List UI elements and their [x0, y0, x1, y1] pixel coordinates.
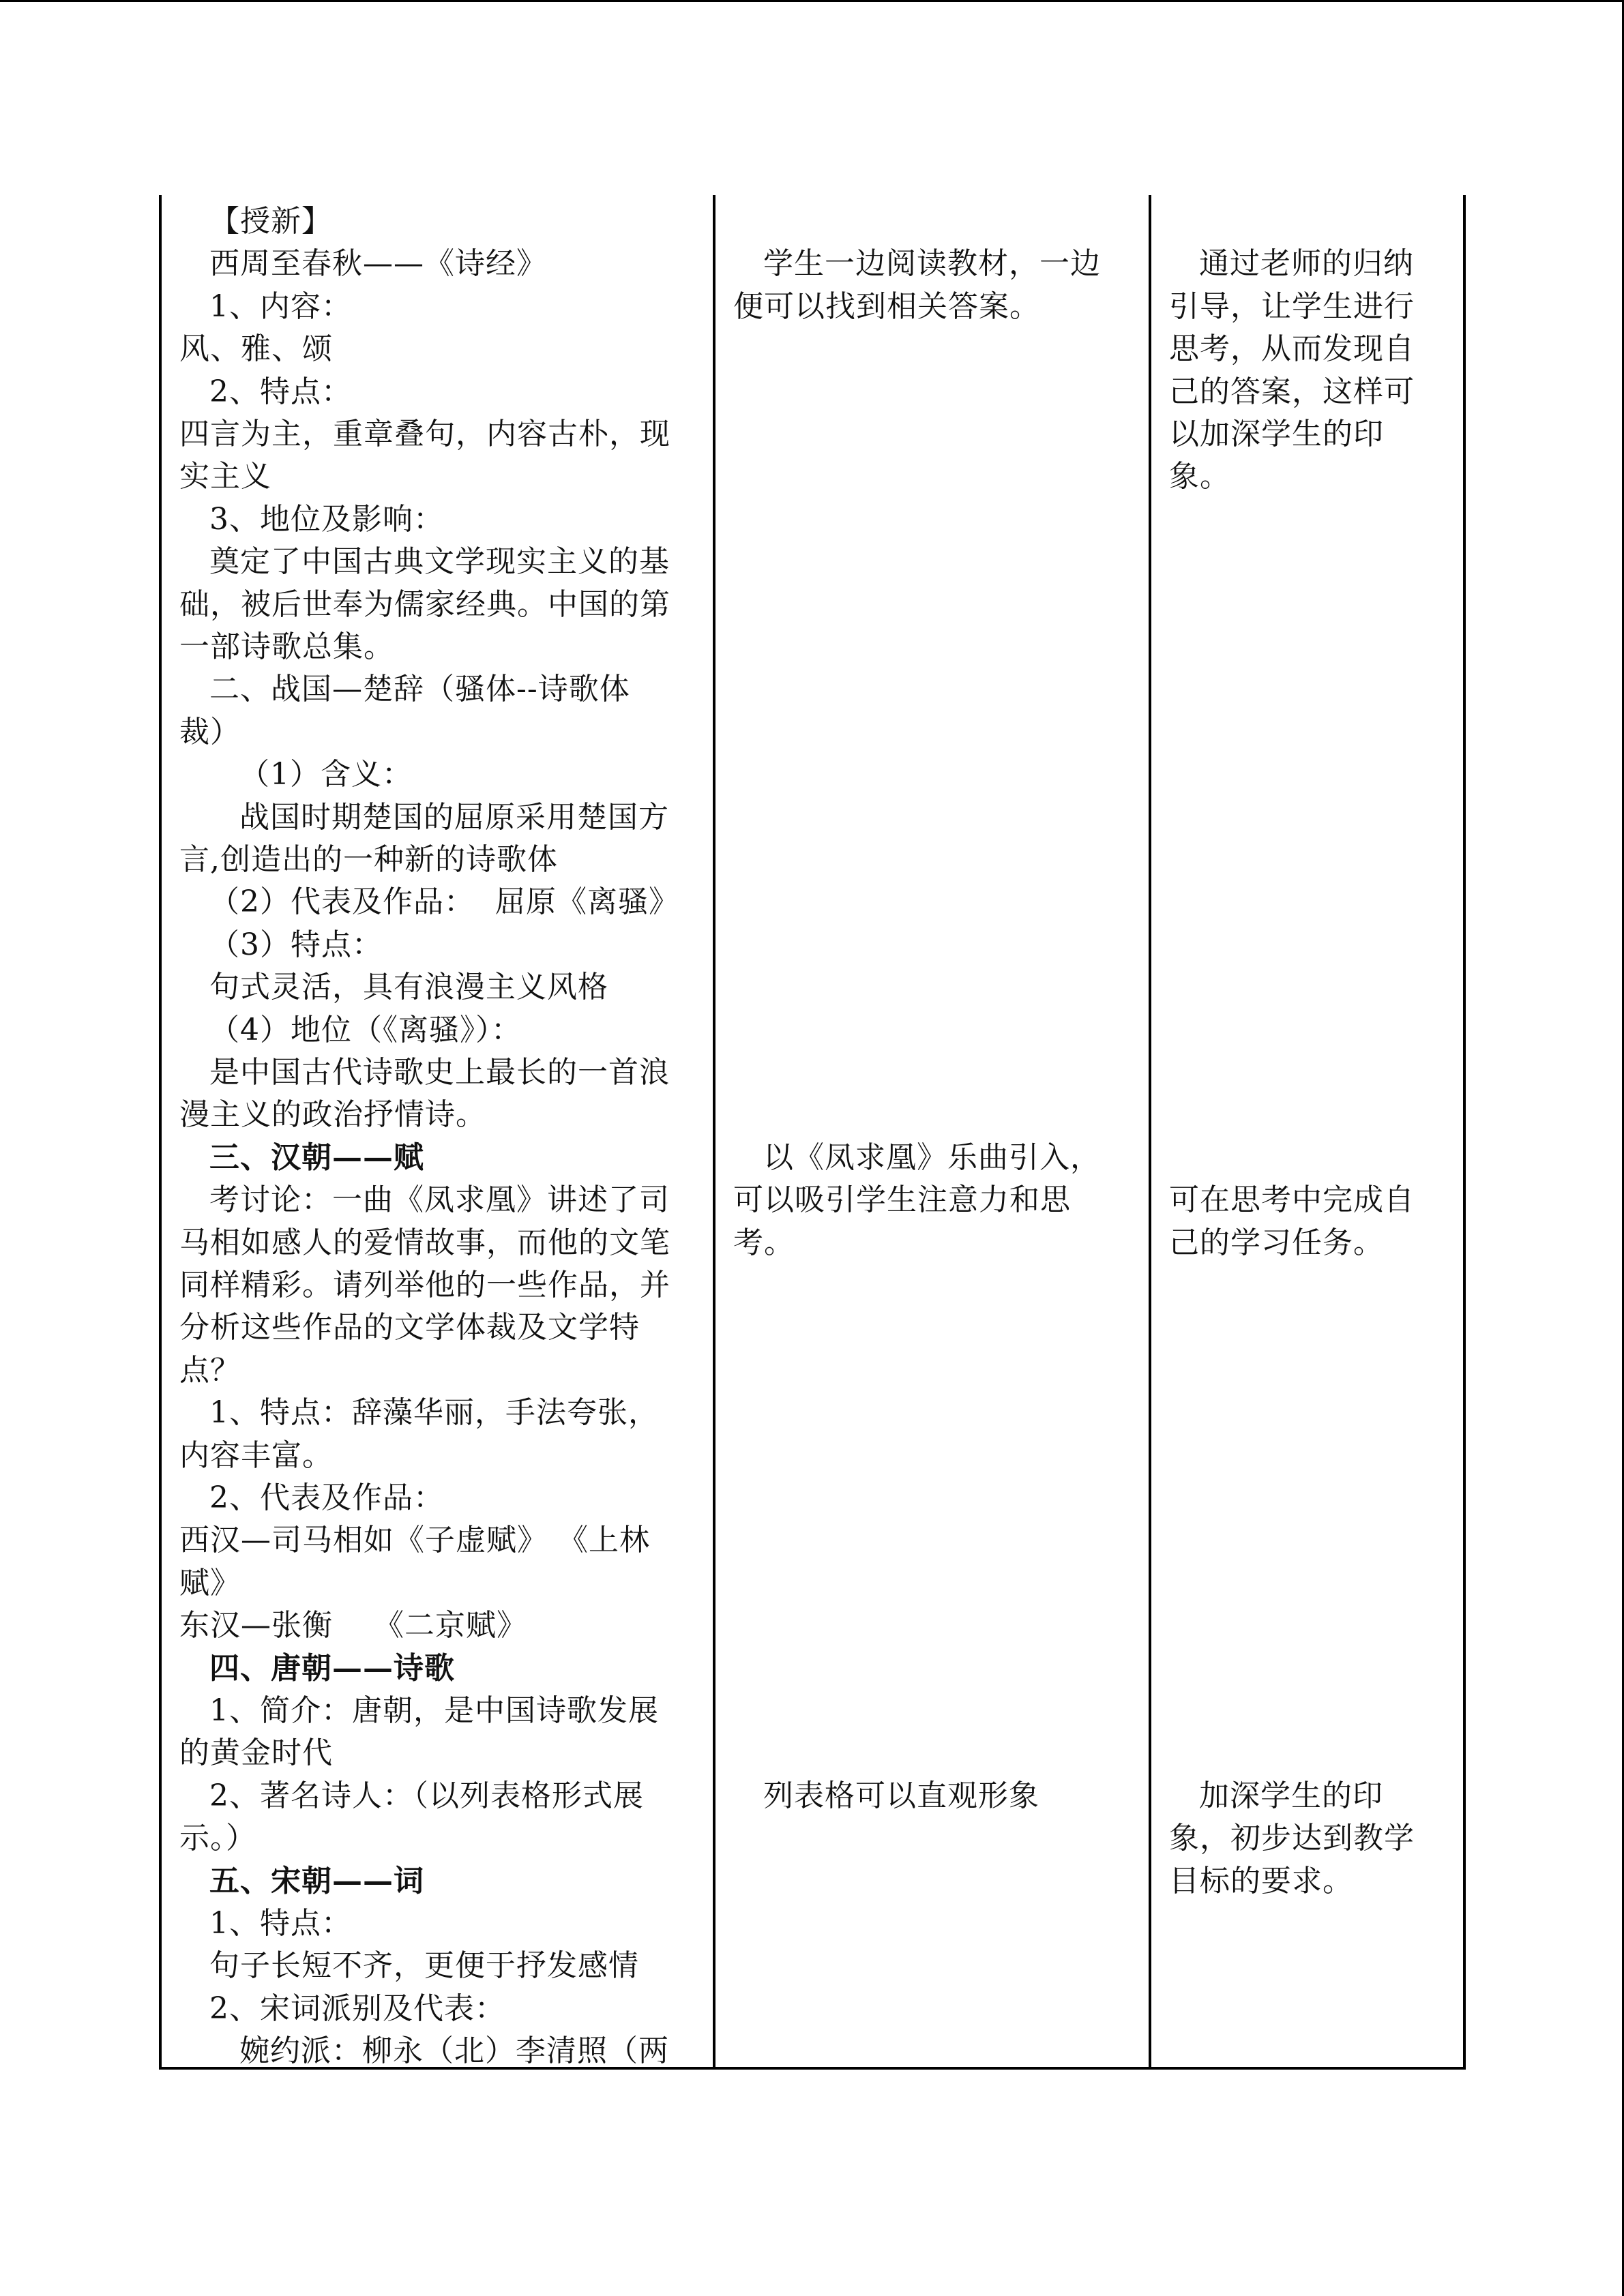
left-column-line: 赋》: [179, 1565, 241, 1600]
middle-column-line: 便可以找到相关答案。: [733, 288, 1040, 324]
page-top-rule: [0, 0, 1624, 2]
left-column-line: 言,创造出的一种新的诗歌体: [179, 842, 558, 877]
left-column-line: 实主义: [179, 459, 271, 494]
left-column-line: 句子长短不齐，更便于抒发感情: [209, 1948, 639, 1984]
left-column-line: 战国时期楚国的屈原采用楚国方: [239, 799, 669, 835]
left-column-line: 东汉—张衡 《二京赋》: [179, 1608, 527, 1643]
right-column-line: 思考，从而发现自: [1169, 331, 1415, 367]
left-column-line: 二、战国—楚辞（骚体--诗歌体: [209, 672, 630, 707]
left-column-line: 1、特点：辞藻华丽，手法夸张，: [209, 1395, 659, 1431]
right-column-line: 以加深学生的印: [1169, 417, 1384, 451]
left-column-line: （4）地位（《离骚》）：: [209, 1012, 522, 1047]
left-column-line: 2、代表及作品：: [209, 1480, 444, 1515]
right-column-line: 象，初步达到教学: [1169, 1821, 1415, 1856]
right-column-line: 加深学生的印: [1199, 1778, 1383, 1813]
left-column-line: 四、唐朝——诗歌: [209, 1650, 455, 1686]
right-column-line: 象。: [1169, 459, 1230, 494]
left-column-line: 内容丰富。: [179, 1437, 333, 1473]
left-column-line: 1、简介：唐朝，是中国诗歌发展: [209, 1693, 659, 1728]
middle-column-line: 考。: [733, 1225, 795, 1260]
left-column-line: 是中国古代诗歌史上最长的一首浪: [209, 1055, 670, 1090]
right-column-line: 己的学习任务。: [1169, 1225, 1384, 1260]
middle-column-line: 以《凤求凰》乐曲引入，: [763, 1139, 1101, 1175]
left-column-line: 的黄金时代: [179, 1735, 333, 1771]
teaching-content-column: [162, 195, 715, 2067]
left-column-line: 点？: [179, 1352, 241, 1388]
left-column-line: 西周至春秋——《诗经》: [209, 246, 547, 282]
left-column-line: 2、特点：: [209, 374, 352, 409]
left-column-line: 句式灵活，具有浪漫主义风格: [209, 970, 608, 1005]
left-column-line: 分析这些作品的文学体裁及文学特: [179, 1310, 640, 1345]
left-column-line: 五、宋朝——词: [209, 1863, 424, 1898]
right-column-line: 可在思考中完成自: [1169, 1182, 1415, 1218]
left-column-line: 2、宋词派别及代表：: [209, 1991, 505, 2026]
right-column-line: 通过老师的归纳: [1199, 246, 1414, 282]
left-column-line: 1、特点：: [209, 1906, 352, 1941]
left-column-line: 西汉—司马相如《子虚赋》 《上林: [179, 1523, 650, 1558]
left-column-line: 【授新】: [209, 204, 332, 239]
right-column-line: 己的答案，这样可: [1169, 374, 1415, 409]
left-column-line: 三、汉朝——赋: [209, 1139, 424, 1175]
left-column-line: 裁）: [179, 714, 241, 749]
left-column-line: 奠定了中国古典文学现实主义的基: [209, 544, 670, 580]
student-activity-column: [715, 195, 1151, 2067]
design-intent-column: [1151, 195, 1463, 2067]
left-column-line: 漫主义的政治抒情诗。: [179, 1097, 486, 1133]
left-column-line: 马相如感人的爱情故事，而他的文笔: [179, 1225, 670, 1260]
left-column-line: 3、地位及影响：: [209, 501, 444, 537]
left-column-line: （1）含义：: [239, 757, 413, 792]
left-column-line: 四言为主，重章叠句，内容古朴，现: [179, 417, 670, 451]
left-column-line: （2）代表及作品： 屈原《离骚》: [209, 884, 679, 920]
middle-column-line: 列表格可以直观形象: [763, 1778, 1039, 1813]
left-column-line: 示。）: [179, 1821, 256, 1856]
middle-column-line: 学生一边阅读教材，一边: [763, 246, 1101, 282]
left-column-line: 考讨论：一曲《凤求凰》讲述了司: [209, 1182, 670, 1218]
lesson-plan-table: [159, 195, 1466, 2070]
left-column-line: 础，被后世奉为儒家经典。中国的第: [179, 586, 670, 622]
left-column-line: 2、著名诗人：（以列表格形式展: [209, 1778, 644, 1813]
right-column-line: 目标的要求。: [1169, 1863, 1353, 1898]
left-column-line: 同样精彩。请列举他的一些作品，并: [179, 1268, 670, 1302]
left-column-line: （3）特点：: [209, 927, 383, 962]
left-column-line: 一部诗歌总集。: [179, 629, 394, 664]
left-column-line: 1、内容：: [209, 288, 352, 324]
left-column-line: 婉约派：柳永（北）李清照（两: [239, 2033, 669, 2069]
right-column-line: 引导，让学生进行: [1169, 288, 1415, 324]
left-column-line: 风、雅、颂: [179, 331, 333, 367]
middle-column-line: 可以吸引学生注意力和思: [733, 1182, 1071, 1218]
